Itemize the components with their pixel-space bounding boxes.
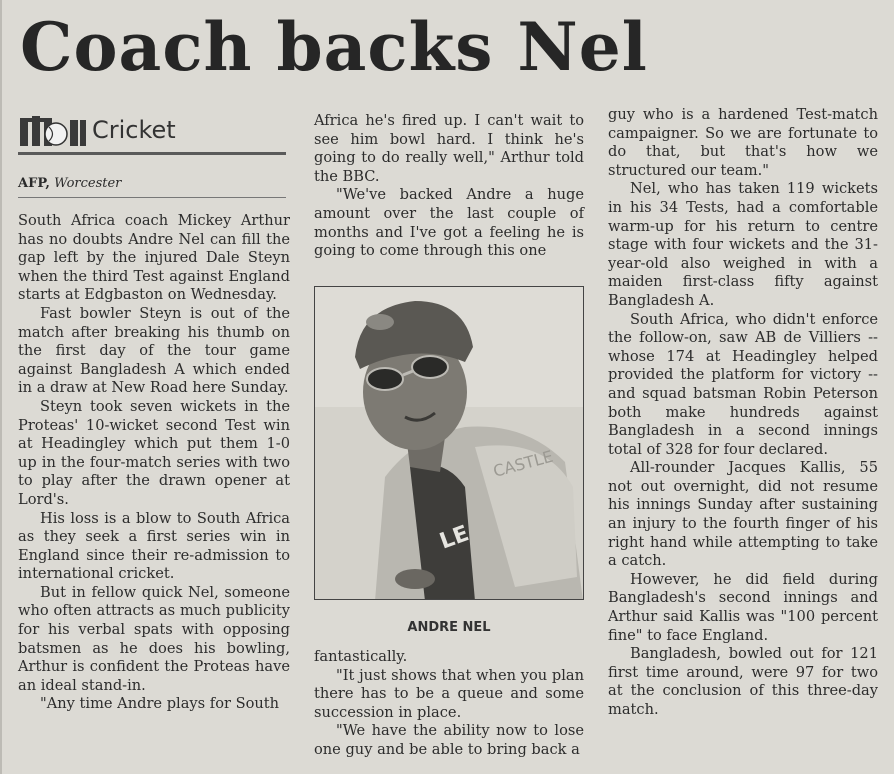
article-column-2-top [314,112,584,261]
article-column-1 [18,212,290,714]
paragraph: But in fellow quick Nel, someone who often attracts as much publicity for his verbal spats with opposing batsmen as he does his bowling, Arthur is confident the Proteas have an ideal stand-in. [18,583,290,694]
section-label: Cricket [92,116,176,144]
paragraph: Africa he's fired up. I can't wait to see him bowl hard. I think he's going to do really well," Arthur told the BBC. [314,112,584,185]
svg-text:CASTLE: CASTLE [491,446,556,481]
headline: Coach backs Nel [20,8,648,86]
paragraph: His loss is a blow to South Africa as they seek a first series win in England since their re-admission to international cricket. [18,509,290,583]
paragraph: guy who is a hardened Test-match campaigner. So we are fortunate to do that, but that's how we structured our team." [608,106,878,179]
paragraph: Bangladesh, bowled out for 121 first time around, were 97 for two at the conclusion of this three-day match. [608,645,878,718]
player-photo-image [315,287,584,600]
section-tag [18,112,286,155]
paragraph: South Africa, who didn't enforce the follow-on, saw AB de Villiers -- whose 174 at Headingley helped provided the platform for victory -- and squad batsman Robin Peterson both make hundreds against Bangladesh in a second innings total of 328 for four declared. [608,310,878,458]
article-column-3 [608,106,878,720]
player-photo [314,286,584,600]
paragraph: Nel, who has taken 119 wickets in his 34 Tests, had a comfortable warm-up for his return to centre stage with four wickets and the 31-year-old also weighed in with a maiden first-class fifty against Bangladesh A. [608,180,878,309]
svg-text:LE: LE [436,521,473,555]
byline-place: Worcester [54,176,122,191]
paragraph: "We've backed Andre a huge amount over the last couple of months and I've got a feeling he is going to come through this one [314,186,584,260]
paragraph: "Any time Andre plays for South [40,695,280,713]
paragraph: However, he did field during Bangladesh's second innings and Arthur said Kallis was "100 percent fine" to face England. [608,570,878,644]
photo-caption: ANDRE NEL [407,620,491,635]
paragraph: Fast bowler Steyn is out of the match after breaking his thumb on the first day of the tour game against Bangladesh A which ended in a draw at New Road here Sunday. [18,304,290,397]
byline [18,176,286,198]
byline-agency: AFP, [18,176,50,191]
paragraph: All-rounder Jacques Kallis, 55 not out overnight, did not resume his innings Sunday after sustaining an injury to the fourth finger of his right hand while attempting to take a catch. [608,459,878,570]
article-column-2-bottom [314,648,584,760]
cricket-ball-icon [18,112,88,148]
paragraph: fantastically. [314,648,408,665]
paragraph: Steyn took seven wickets in the Proteas' 10-wicket second Test win at Headingley which put them 1-0 up in the four-match series with two to play after the drawn opener at Lord's. [18,397,290,508]
paragraph: South Africa coach Mickey Arthur has no doubts Andre Nel can fill the gap left by the injured Dale Steyn when the third Test against England starts at Edgbaston on Wednesday. [18,212,290,304]
paragraph: "We have the ability now to lose one guy and be able to bring back a [314,722,584,758]
paragraph: "It just shows that when you plan there has to be a queue and some succession in place. [314,666,584,721]
